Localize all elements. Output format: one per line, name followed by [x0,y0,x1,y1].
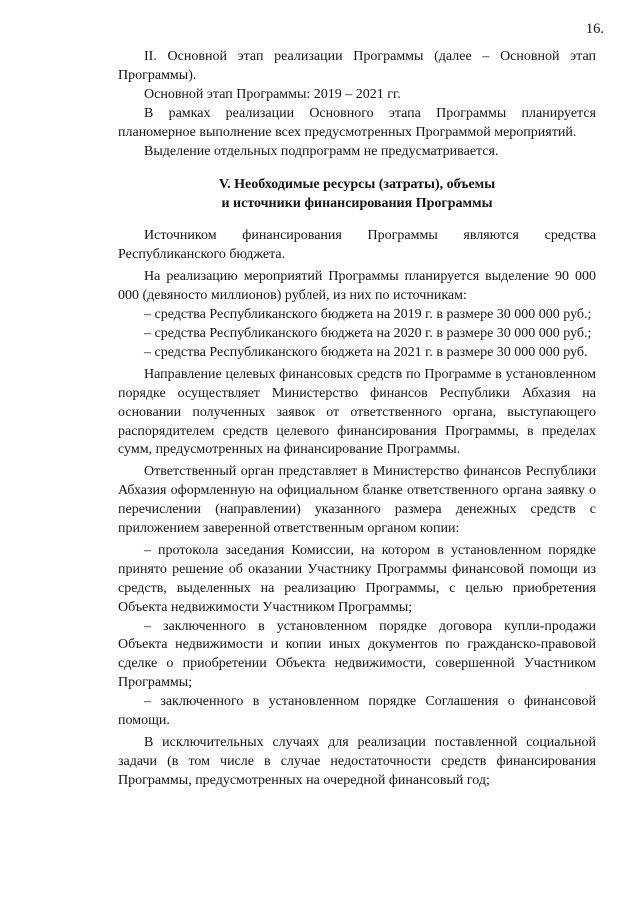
paragraph-responsible-body: Ответственный орган представляет в Министерство финансов Республики Абхазия оформленную на официальном бланке ответственного органа заявку о перечислении (направлении) указанного размера денежных средств с приложением заверенной ответственным органом копии: [118,464,596,537]
paragraph-subprograms: Выделение отдельных подпрограмм не предусматривается. [144,143,499,159]
paragraph-stage-plan: В рамках реализации Основного этапа Программы планируется планомерное выполнение всех предусмотренных Программой мероприятий. [118,105,596,140]
paragraph-funding-source: Источником финансирования Программы являются средства Республиканского бюджета. [118,228,596,263]
document-body [118,48,596,791]
section-heading-line1: V. Необходимые ресурсы (затраты), объемы [218,177,496,193]
list-item-budget-2020: – средства Республиканского бюджета на 2020 г. в размере 30 000 000 руб.; [144,325,592,341]
paragraph-funding-total: На реализацию мероприятий Программы планируется выделение 90 000 000 (девяносто миллионов) рублей, из них по источникам: [118,269,596,304]
section-heading-line2: и источники финансирования Программы [221,196,493,212]
list-item-budget-2019: – средства Республиканского бюджета на 2019 г. в размере 30 000 000 руб.; [144,307,592,323]
page-number: 16. [585,21,604,37]
paragraph-main-stage: II. Основной этап реализации Программы (далее – Основной этап Программы). [118,49,596,83]
paragraph-exceptional-cases: В исключительных случаях для реализации поставленной социальной задачи (в том числе в случае недостаточности средств финансирования Программы, предусмотренных на очередной финансовый год; [118,735,596,788]
paragraph-stage-period: Основной этап Программы: 2019 – 2021 гг. [144,86,401,102]
section-heading [118,175,596,213]
list-item-contract: – заключенного в установленном порядке договора купли-продажи Объекта недвижимости и копии иных документов по гражданско-правовой сделке о приобретении Объекта недвижимости, совершенной Участником Программы; [118,618,596,691]
paragraph-funds-direction: Направление целевых финансовых средств по Программе в установленном порядке осуществляет Министерство финансов Республики Абхазия на основании полученных заявок от ответственного органа, выступающего распорядителем средств целевого финансирования Программы, в пределах сумм, предусмотренных на финансирование Программы. [118,366,596,458]
list-item-budget-2021: – средства Республиканского бюджета на 2021 г. в размере 30 000 000 руб. [144,344,588,360]
list-item-protocol: – протокола заседания Комиссии, на котором в установленном порядке принято решение об оказании Участнику Программы финансовой помощи из средств, выделенных на реализацию Программы, с целью приобретения Объекта недвижимости Участником Программы; [118,542,596,615]
list-item-agreement: – заключенного в установленном порядке Соглашения о финансовой помощи. [118,694,596,729]
